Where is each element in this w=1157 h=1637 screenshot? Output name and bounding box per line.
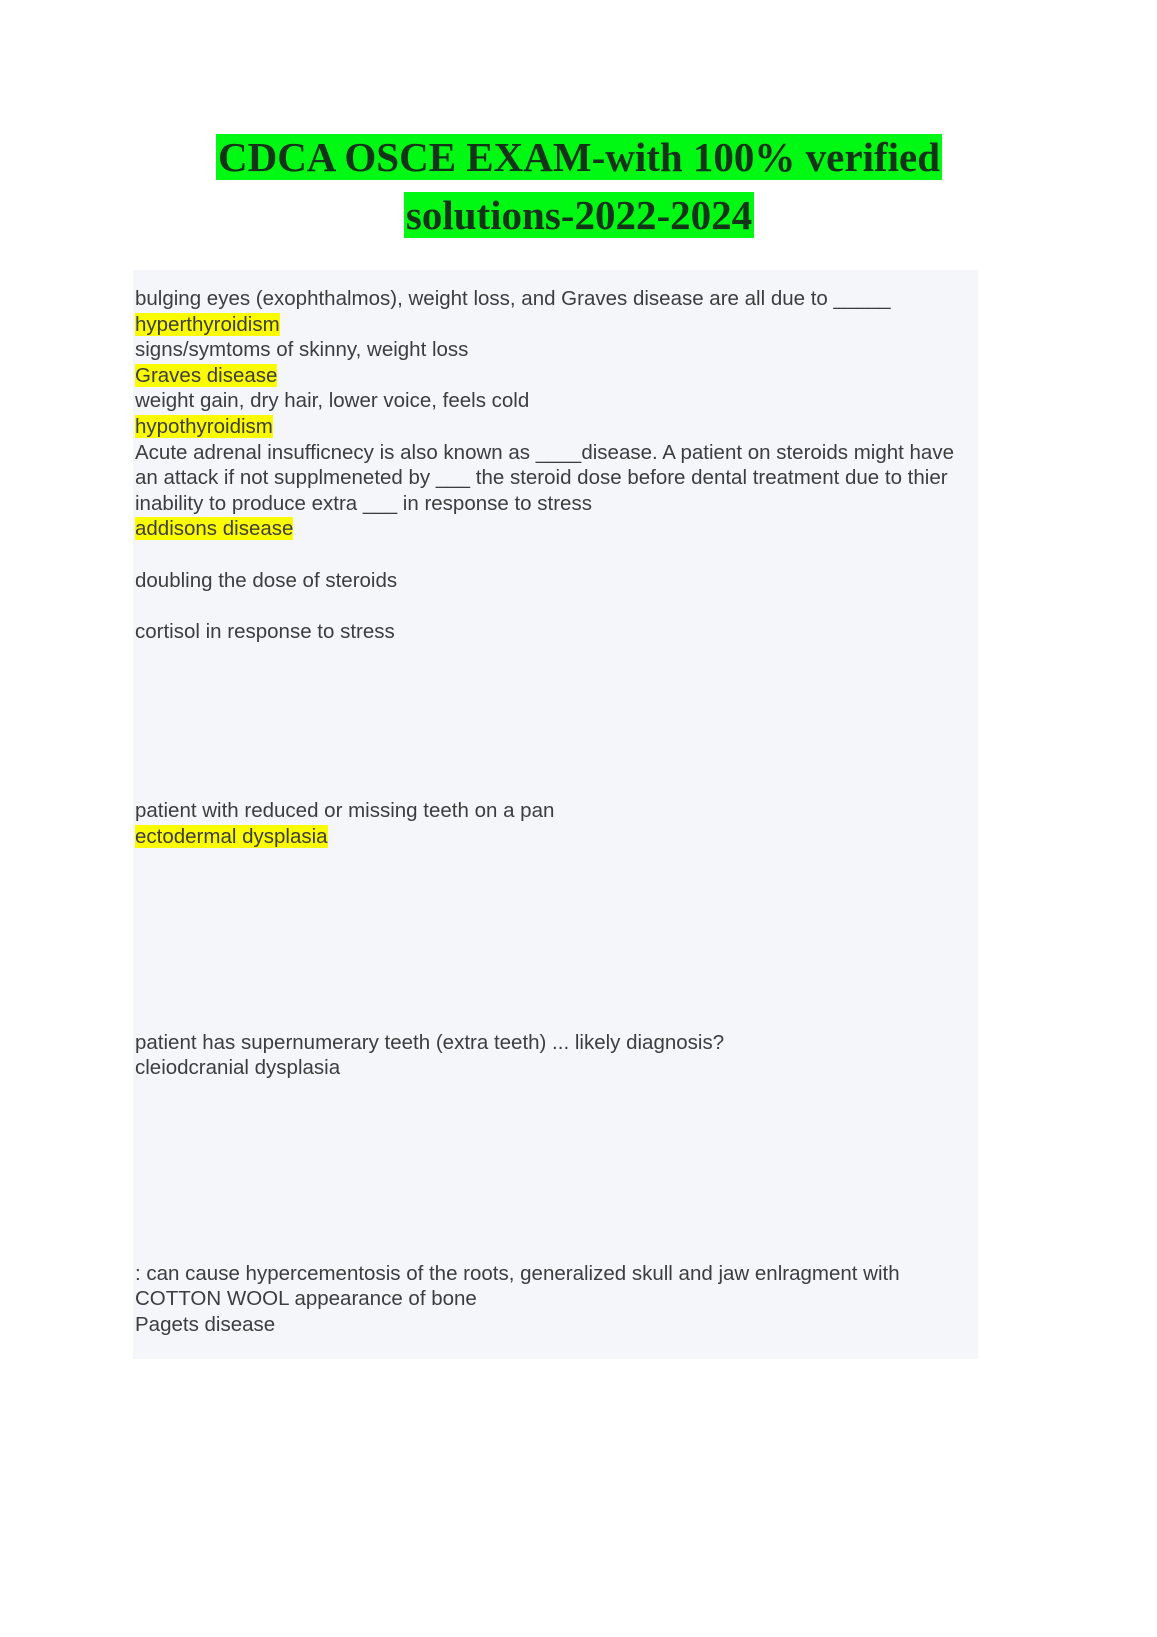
body-line-highlighted [133, 824, 978, 850]
title-line-2 [133, 186, 1025, 244]
body-line: cleiodcranial dysplasia [135, 1056, 341, 1080]
document-body [133, 270, 978, 1359]
body-line: bulging eyes (exophthalmos), weight loss, and Graves disease are all due to _____ [135, 287, 891, 310]
body-line-highlighted [133, 516, 978, 542]
title-line-1-text: CDCA OSCE EXAM-with 100% verified [217, 134, 941, 180]
body-line: doubling the dose of steroids [135, 568, 398, 592]
highlight-text: hyperthyroidism [135, 312, 280, 336]
body-line-highlighted [133, 363, 978, 389]
body-line: signs/symtoms of skinny, weight loss [135, 338, 469, 362]
body-line: Pagets disease [135, 1312, 276, 1336]
highlight-text: hypothyroidism [135, 414, 273, 438]
spacer [133, 593, 978, 619]
body-line: patient has supernumerary teeth (extra teeth) ... likely diagnosis? [135, 1030, 725, 1054]
body-line-highlighted [133, 312, 978, 338]
highlight-text: Graves disease [135, 363, 278, 387]
body-paragraph: Acute adrenal insufficnecy is also known as ____disease. A patient on steroids might have an attack if not supplmeneted by ___ the steroid dose before dental treatment due to thier inability to produce extra ___ in response to stress [135, 440, 960, 515]
spacer [133, 644, 978, 798]
body-line: cortisol in response to stress [135, 619, 395, 643]
highlight-text: addisons disease [135, 517, 294, 541]
title-line-2-text: solutions-2022-2024 [405, 192, 753, 239]
body-paragraph: : can cause hypercementosis of the roots, generalized skull and jaw enlragment with COTTON WOOL appearance of bone [135, 1261, 906, 1311]
body-line: patient with reduced or missing teeth on a pan [135, 799, 555, 823]
spacer [133, 850, 978, 1030]
document-title [133, 128, 1025, 244]
body-line-highlighted [133, 414, 978, 440]
title-line-1 [133, 128, 1025, 186]
spacer [133, 542, 978, 568]
spacer [133, 1081, 978, 1261]
highlight-text: ectodermal dysplasia [135, 824, 328, 848]
body-line: weight gain, dry hair, lower voice, feels cold [135, 389, 530, 413]
